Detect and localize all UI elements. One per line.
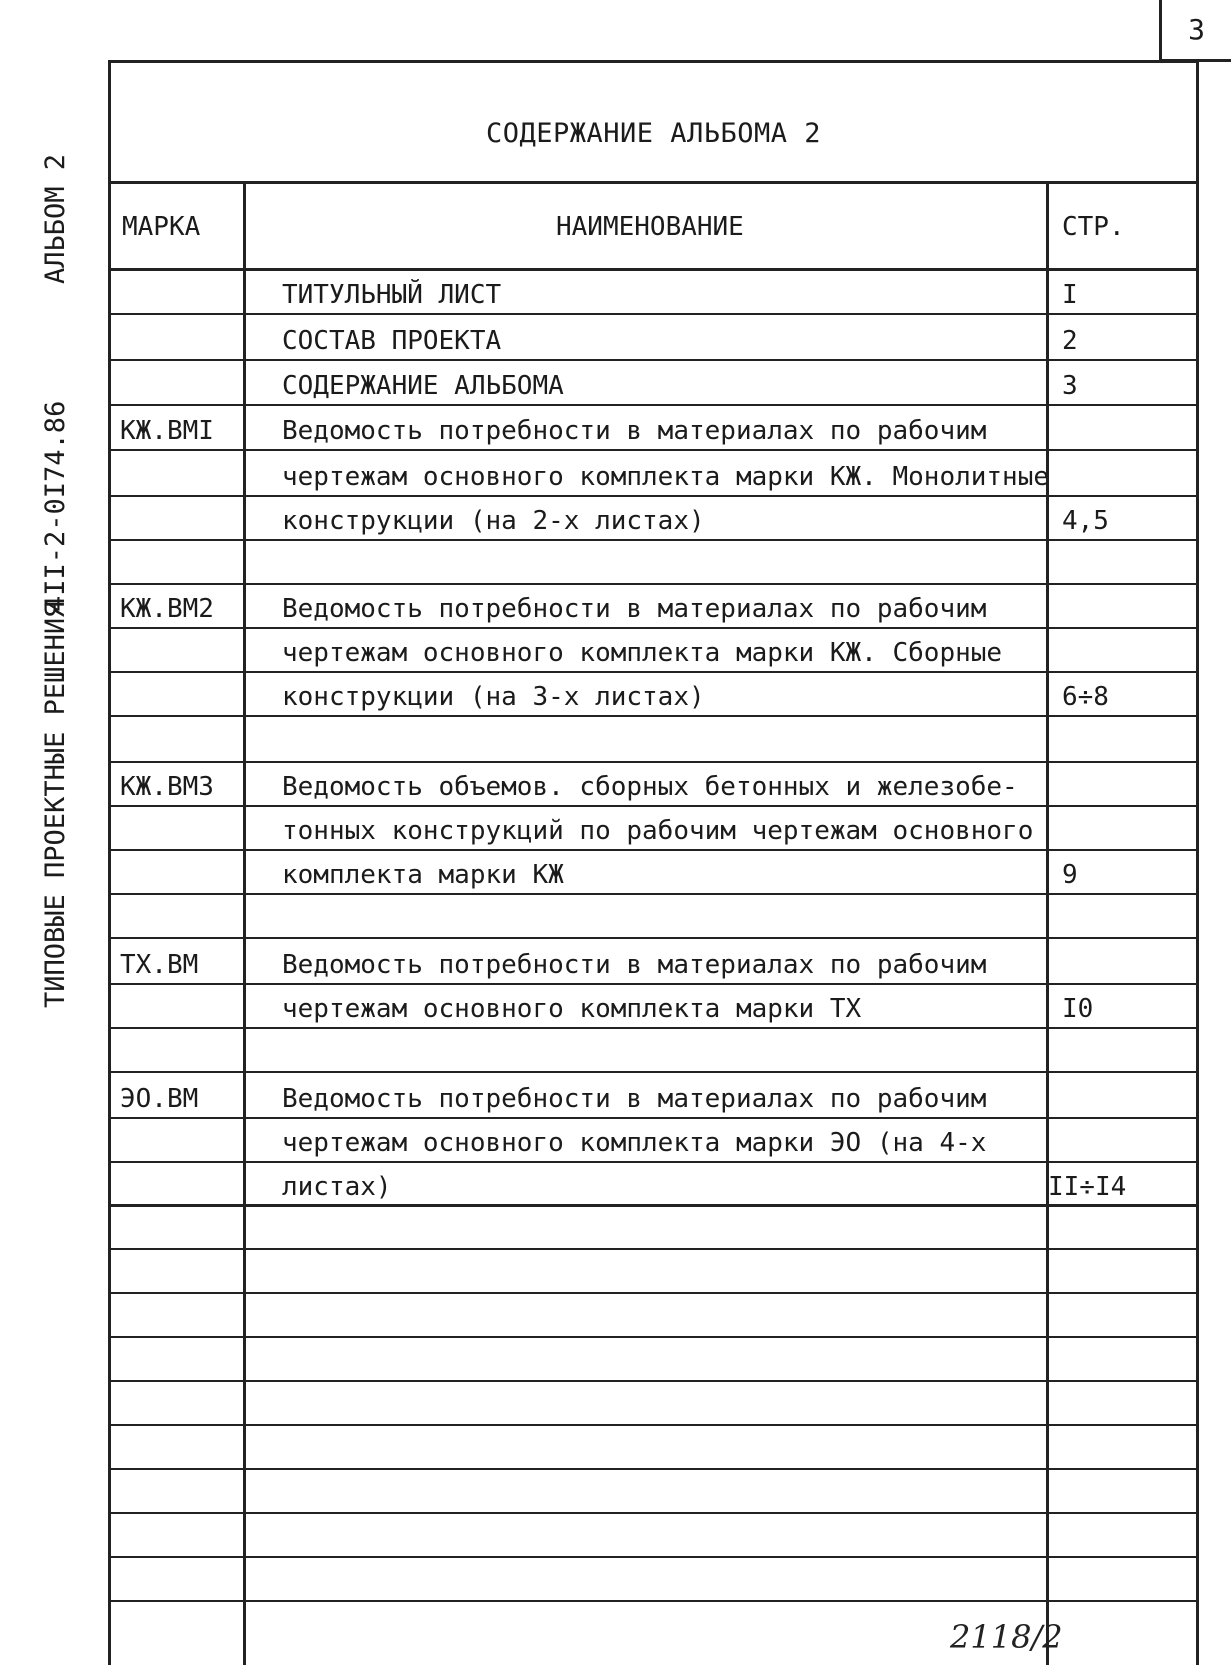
row-21-name: листах)	[282, 1172, 392, 1202]
table-rule	[108, 1424, 1199, 1426]
table-rule	[108, 893, 1199, 895]
table-rule	[108, 449, 1199, 451]
row-13-name: тонных конструкций по рабочим чертежам основного	[282, 816, 1034, 846]
row-12-mark: КЖ.ВМ3	[120, 772, 214, 802]
table-rule	[108, 1117, 1199, 1119]
row-19-name: Ведомость потребности в материалах по рабочим	[282, 1084, 987, 1114]
table-rule	[108, 583, 1199, 585]
row-3-name: СОДЕРЖАНИЕ АЛЬБОМА	[282, 371, 564, 401]
row-5-name: чертежам основного комплекта марки КЖ. Монолитные	[282, 462, 1050, 492]
table-rule	[108, 1468, 1199, 1470]
table-rule	[108, 313, 1199, 315]
document-code: 4II-2-0I74.86	[40, 400, 71, 612]
row-2-page: 2	[1062, 326, 1078, 356]
row-8-mark: КЖ.ВМ2	[120, 594, 214, 624]
table-rule	[108, 671, 1199, 673]
row-14-name: комплекта марки КЖ	[282, 860, 564, 890]
row-10-page: 6÷8	[1062, 682, 1109, 712]
table-rule	[108, 1512, 1199, 1514]
table-rule	[108, 359, 1199, 361]
table-rule	[108, 1248, 1199, 1250]
row-19-mark: ЭО.ВМ	[120, 1084, 199, 1114]
table-rule	[108, 849, 1199, 851]
table-rule	[108, 1600, 1199, 1602]
table-rule	[108, 1336, 1199, 1338]
row-17-name: чертежам основного комплекта марки ТХ	[282, 994, 862, 1024]
row-12-name: Ведомость объемов. сборных бетонных и железобе-	[282, 772, 1018, 802]
row-2-name: СОСТАВ ПРОЕКТА	[282, 326, 502, 356]
sheet-number: 3	[1159, 0, 1231, 62]
table-rule	[108, 1161, 1199, 1163]
column-header-name: НАИМЕНОВАНИЕ	[556, 212, 744, 242]
table-rule	[108, 404, 1199, 406]
table-rule	[108, 539, 1199, 541]
row-17-page: I0	[1062, 994, 1094, 1024]
table-rule	[108, 1556, 1199, 1558]
table-rule	[108, 805, 1199, 807]
table-rule	[108, 1204, 1199, 1206]
row-1-name: ТИТУЛЬНЫЙ ЛИСТ	[282, 280, 502, 310]
handwritten-number: 2118/2	[950, 1618, 1063, 1656]
table-rule	[108, 627, 1199, 629]
table-rule	[108, 1027, 1199, 1029]
row-4-name: Ведомость потребности в материалах по рабочим	[282, 416, 987, 446]
row-8-name: Ведомость потребности в материалах по рабочим	[282, 594, 987, 624]
table-rule	[108, 937, 1199, 939]
row-9-name: чертежам основного комплекта марки КЖ. Сборные	[282, 638, 1003, 668]
table-rule	[108, 1071, 1199, 1073]
table-rule	[108, 181, 1199, 184]
table-rule	[108, 715, 1199, 717]
row-1-page: I	[1062, 280, 1078, 310]
side-stamp	[0, 0, 110, 1665]
row-3-page: 3	[1062, 371, 1078, 401]
table-rule	[108, 495, 1199, 497]
table-rule	[108, 1380, 1199, 1382]
table-rule	[108, 761, 1199, 763]
column-header-mark: МАРКА	[122, 212, 201, 242]
row-16-name: Ведомость потребности в материалах по рабочим	[282, 950, 987, 980]
row-21-page: II÷I4	[1048, 1172, 1127, 1202]
row-6-name: конструкции (на 2-х листах)	[282, 506, 705, 536]
row-4-mark: КЖ.ВМI	[120, 416, 214, 446]
table-rule	[108, 983, 1199, 985]
document-title: СОДЕРЖАНИЕ АЛЬБОМА 2	[485, 118, 822, 149]
row-10-name: конструкции (на 3-х листах)	[282, 682, 705, 712]
column-header-page: СТР.	[1062, 212, 1125, 242]
row-6-page: 4,5	[1062, 506, 1109, 536]
series-label: ТИПОВЫЕ ПРОЕКТНЫЕ РЕШЕНИЯ	[40, 601, 71, 1008]
table-rule	[108, 268, 1199, 271]
row-20-name: чертежам основного комплекта марки ЭО (на 4-х	[282, 1128, 987, 1158]
row-14-page: 9	[1062, 860, 1078, 890]
album-label: АЛЬБОМ 2	[40, 153, 71, 284]
table-rule	[108, 1292, 1199, 1294]
row-16-mark: ТХ.ВМ	[120, 950, 199, 980]
